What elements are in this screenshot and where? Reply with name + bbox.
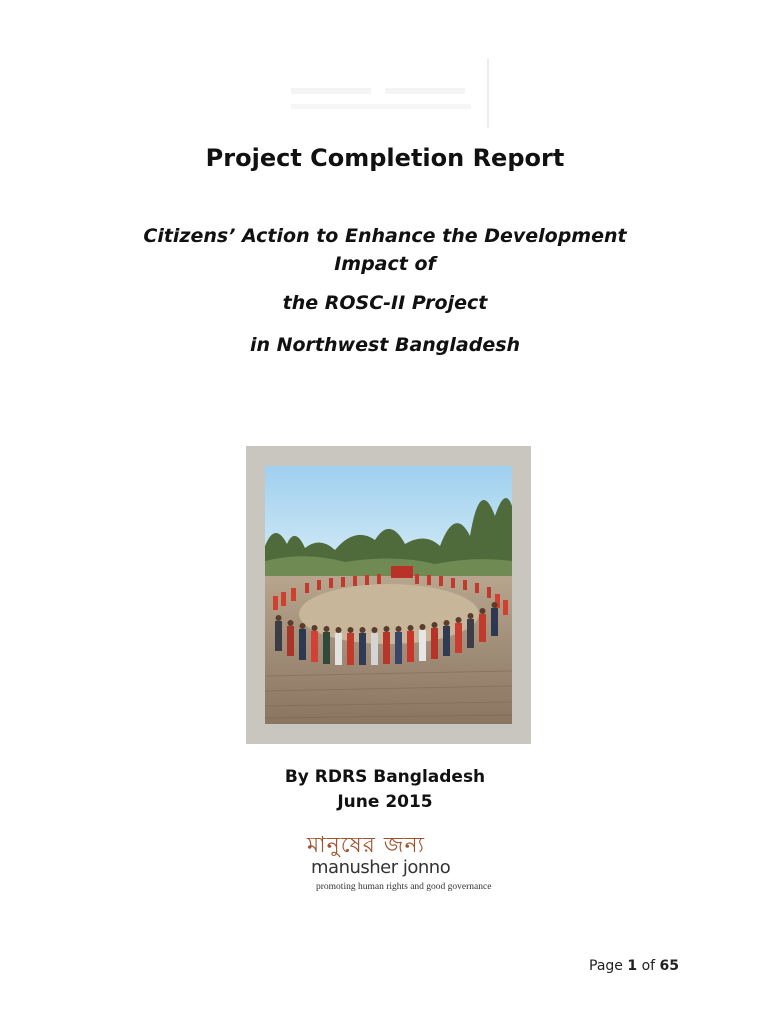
faint-watermark (285, 58, 495, 128)
subtitle-line-3: the ROSC-II Project (282, 292, 488, 314)
report-date: June 2015 (337, 792, 433, 812)
current-page: 1 (627, 958, 638, 974)
subtitle-line-1: Citizens’ Action to Enhance the Development (143, 225, 627, 247)
photo-frame (246, 446, 531, 744)
manusher-jonno-logo (301, 828, 492, 896)
subtitle-line-4: in Northwest Bangladesh (249, 334, 521, 356)
report-title: Project Completion Report (205, 144, 565, 172)
page-number (589, 958, 679, 974)
logo-name: manusher jonno (311, 857, 451, 878)
logo-bengali-text: মানুষের জন্য (307, 833, 425, 858)
page-prefix: Page (589, 958, 623, 974)
subtitle-line-2: Impact of (334, 253, 436, 275)
community-circle-photo (265, 466, 512, 724)
logo-tagline: promoting human rights and good governance (316, 882, 492, 892)
total-pages: 65 (659, 958, 679, 974)
page-separator: of (641, 958, 656, 974)
byline: By RDRS Bangladesh (284, 767, 486, 787)
